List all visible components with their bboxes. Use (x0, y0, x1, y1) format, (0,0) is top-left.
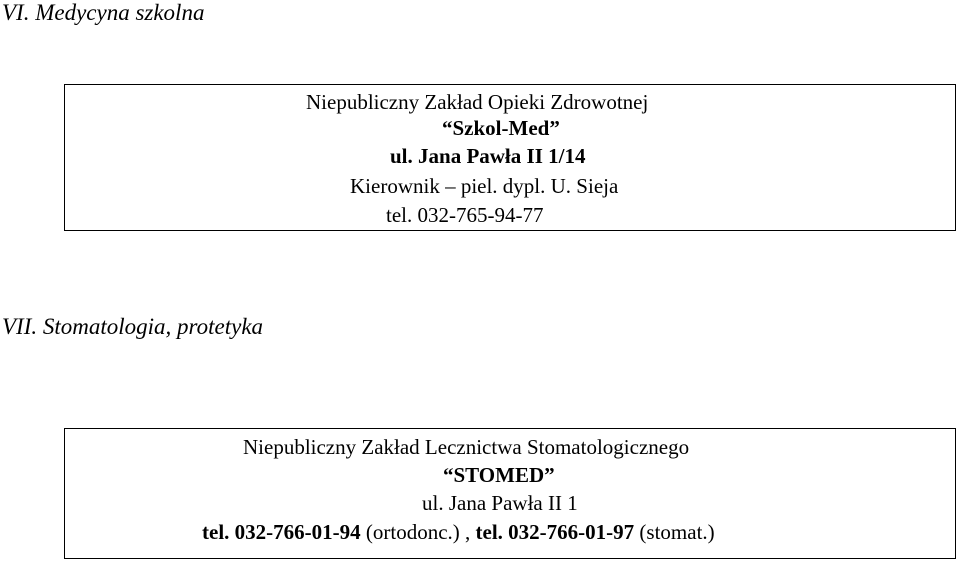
clinic-short-name: “Szkol-Med” (442, 116, 560, 140)
clinic-card-szkol-med (64, 84, 956, 231)
clinic-phones (202, 520, 715, 544)
clinic-short-name: “STOMED” (443, 463, 555, 487)
phone-orthodontics-note: (ortodonc.) , (360, 520, 476, 544)
clinic-name: Niepubliczny Zakład Lecznictwa Stomatologicznego (243, 435, 690, 459)
clinic-card-stomed (64, 428, 956, 559)
section-heading-medycyna-szkolna: VI. Medycyna szkolna (2, 0, 205, 25)
clinic-address: ul. Jana Pawła II 1 (422, 491, 578, 515)
phone-dentistry-note: (stomat.) (634, 520, 715, 544)
phone-orthodontics: tel. 032-766-01-94 (202, 520, 361, 544)
clinic-name: Niepubliczny Zakład Opieki Zdrowotnej (306, 90, 649, 114)
clinic-address: ul. Jana Pawła II 1/14 (390, 144, 586, 168)
section-heading-stomatologia: VII. Stomatologia, protetyka (2, 314, 264, 339)
clinic-phone: tel. 032-765-94-77 (386, 203, 544, 227)
clinic-manager: Kierownik – piel. dypl. U. Sieja (350, 174, 619, 198)
phone-dentistry: tel. 032-766-01-97 (475, 520, 635, 544)
